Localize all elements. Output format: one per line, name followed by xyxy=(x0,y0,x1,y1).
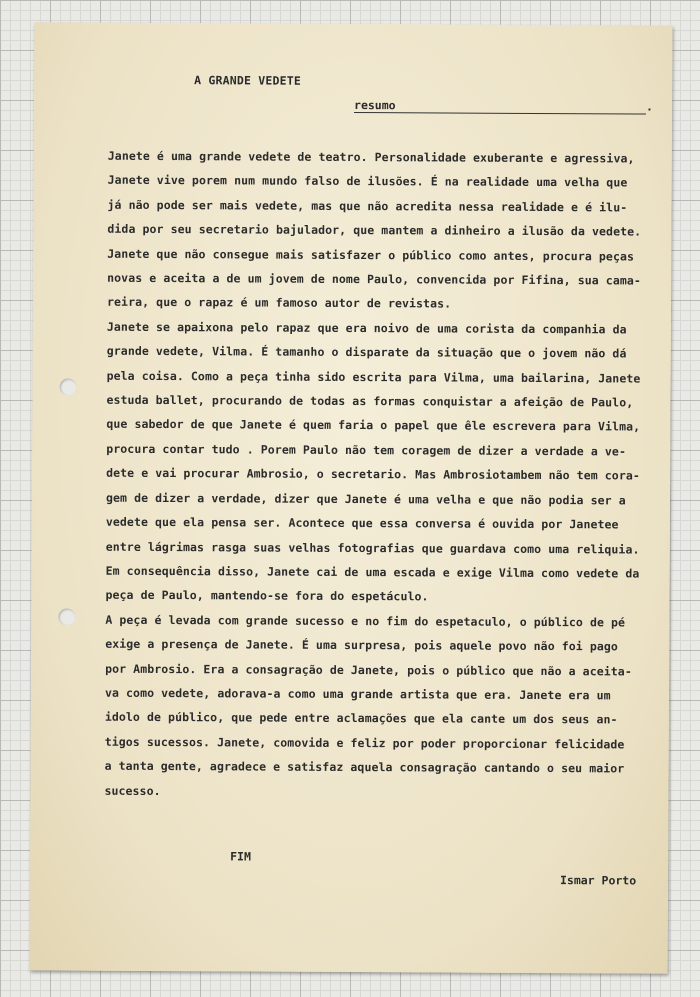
text-line: por Ambrosio. Era a consagração de Janete, pois o público que não a aceita- xyxy=(105,661,632,679)
text-line: Janete que não consegue mais satisfazer o público como antes, procura peças xyxy=(107,246,635,264)
text-line: vedete que ela pensa ser. Acontece que essa conversa é ouvida por Janetee xyxy=(105,514,619,532)
text-line: tigos sucessos. Janete, comovida e feliz por poder proporcionar felicidade xyxy=(104,734,625,752)
text-line: Janete vive porem num mundo falso de ilusões. É na realidade uma velha que xyxy=(107,173,628,190)
text-line: já não pode ser mais vedete, mas que não acredita nessa realidade e é ilu- xyxy=(107,197,628,215)
document-title: A GRANDE VEDETE xyxy=(194,73,302,88)
text-line: dete e vai procurar Ambrosio, o secretario. Mas Ambrosiotambem não tem cora- xyxy=(106,465,640,483)
closing-mark: FIM xyxy=(230,849,251,864)
subtitle-end-mark: . xyxy=(646,99,654,114)
text-line: a tanta gente, agradece e satisfaz aquela consagração cantando o seu maior xyxy=(104,758,625,776)
text-line: que sabedor de que Janete é quem faria o papel que êle escrevera para Vilma, xyxy=(106,417,641,434)
text-line: entre lágrimas rasga suas velhas fotografias que guardava como uma reliquia. xyxy=(105,539,640,557)
text-line: estuda ballet, procurando de todas as formas conquistar a afeição de Paulo, xyxy=(106,392,634,410)
text-line: exige a presença de Janete. É uma surpresa, pois aquele povo não foi pago xyxy=(105,636,618,654)
text-line: A peça é levada com grande sucesso e no fim do espetaculo, o público de pé xyxy=(105,612,626,630)
author-signature: Ismar Porto xyxy=(559,873,637,888)
punch-hole-top xyxy=(60,378,77,395)
text-line: pela coisa. Como a peça tinha sido escrita para Vilma, uma bailarina, Janete xyxy=(106,368,641,386)
text-line: Janete é uma grande vedete de teatro. Personalidade exuberante e agressiva, xyxy=(107,148,635,166)
document-subtitle: resumo xyxy=(354,98,646,115)
text-line: Em consequência disso, Janete cai de uma escada e exige Vilma como vedete da xyxy=(105,563,640,581)
text-line: Janete se apaixona pelo rapaz que era noivo de uma corista da companhia da xyxy=(106,319,627,337)
text-line: procura contar tudo . Porem Paulo não tem coragem de dizer a verdade a ve- xyxy=(106,441,627,459)
text-line: idolo de público, que pede entre aclamações que ela cante um dos seus an- xyxy=(104,710,618,727)
text-line: sucesso. xyxy=(104,783,161,798)
punch-hole-bottom xyxy=(58,608,75,625)
text-line: reira, que o rapaz é um famoso autor de revistas. xyxy=(106,295,452,311)
typed-page xyxy=(30,22,673,973)
text-line: gem de dizer a verdade, dizer que Janete é uma velha e que não podia ser a xyxy=(105,490,626,508)
text-line: grande vedete, Vilma. É tamanho o disparate da situação que o jovem não dá xyxy=(106,343,627,361)
text-line: peça de Paulo, mantendo-se fora do espetáculo. xyxy=(105,588,429,604)
text-line: novas e aceita a de um jovem de nome Paulo, convencida por Fifina, sua cama- xyxy=(107,270,641,288)
summary-body xyxy=(104,144,667,806)
text-line: dida por seu secretario bajulador, que mantem a dinheiro a ilusão da vedete. xyxy=(107,221,642,239)
text-line: va como vedete, adorava-a como uma grande artista que era. Janete era um xyxy=(104,685,611,703)
